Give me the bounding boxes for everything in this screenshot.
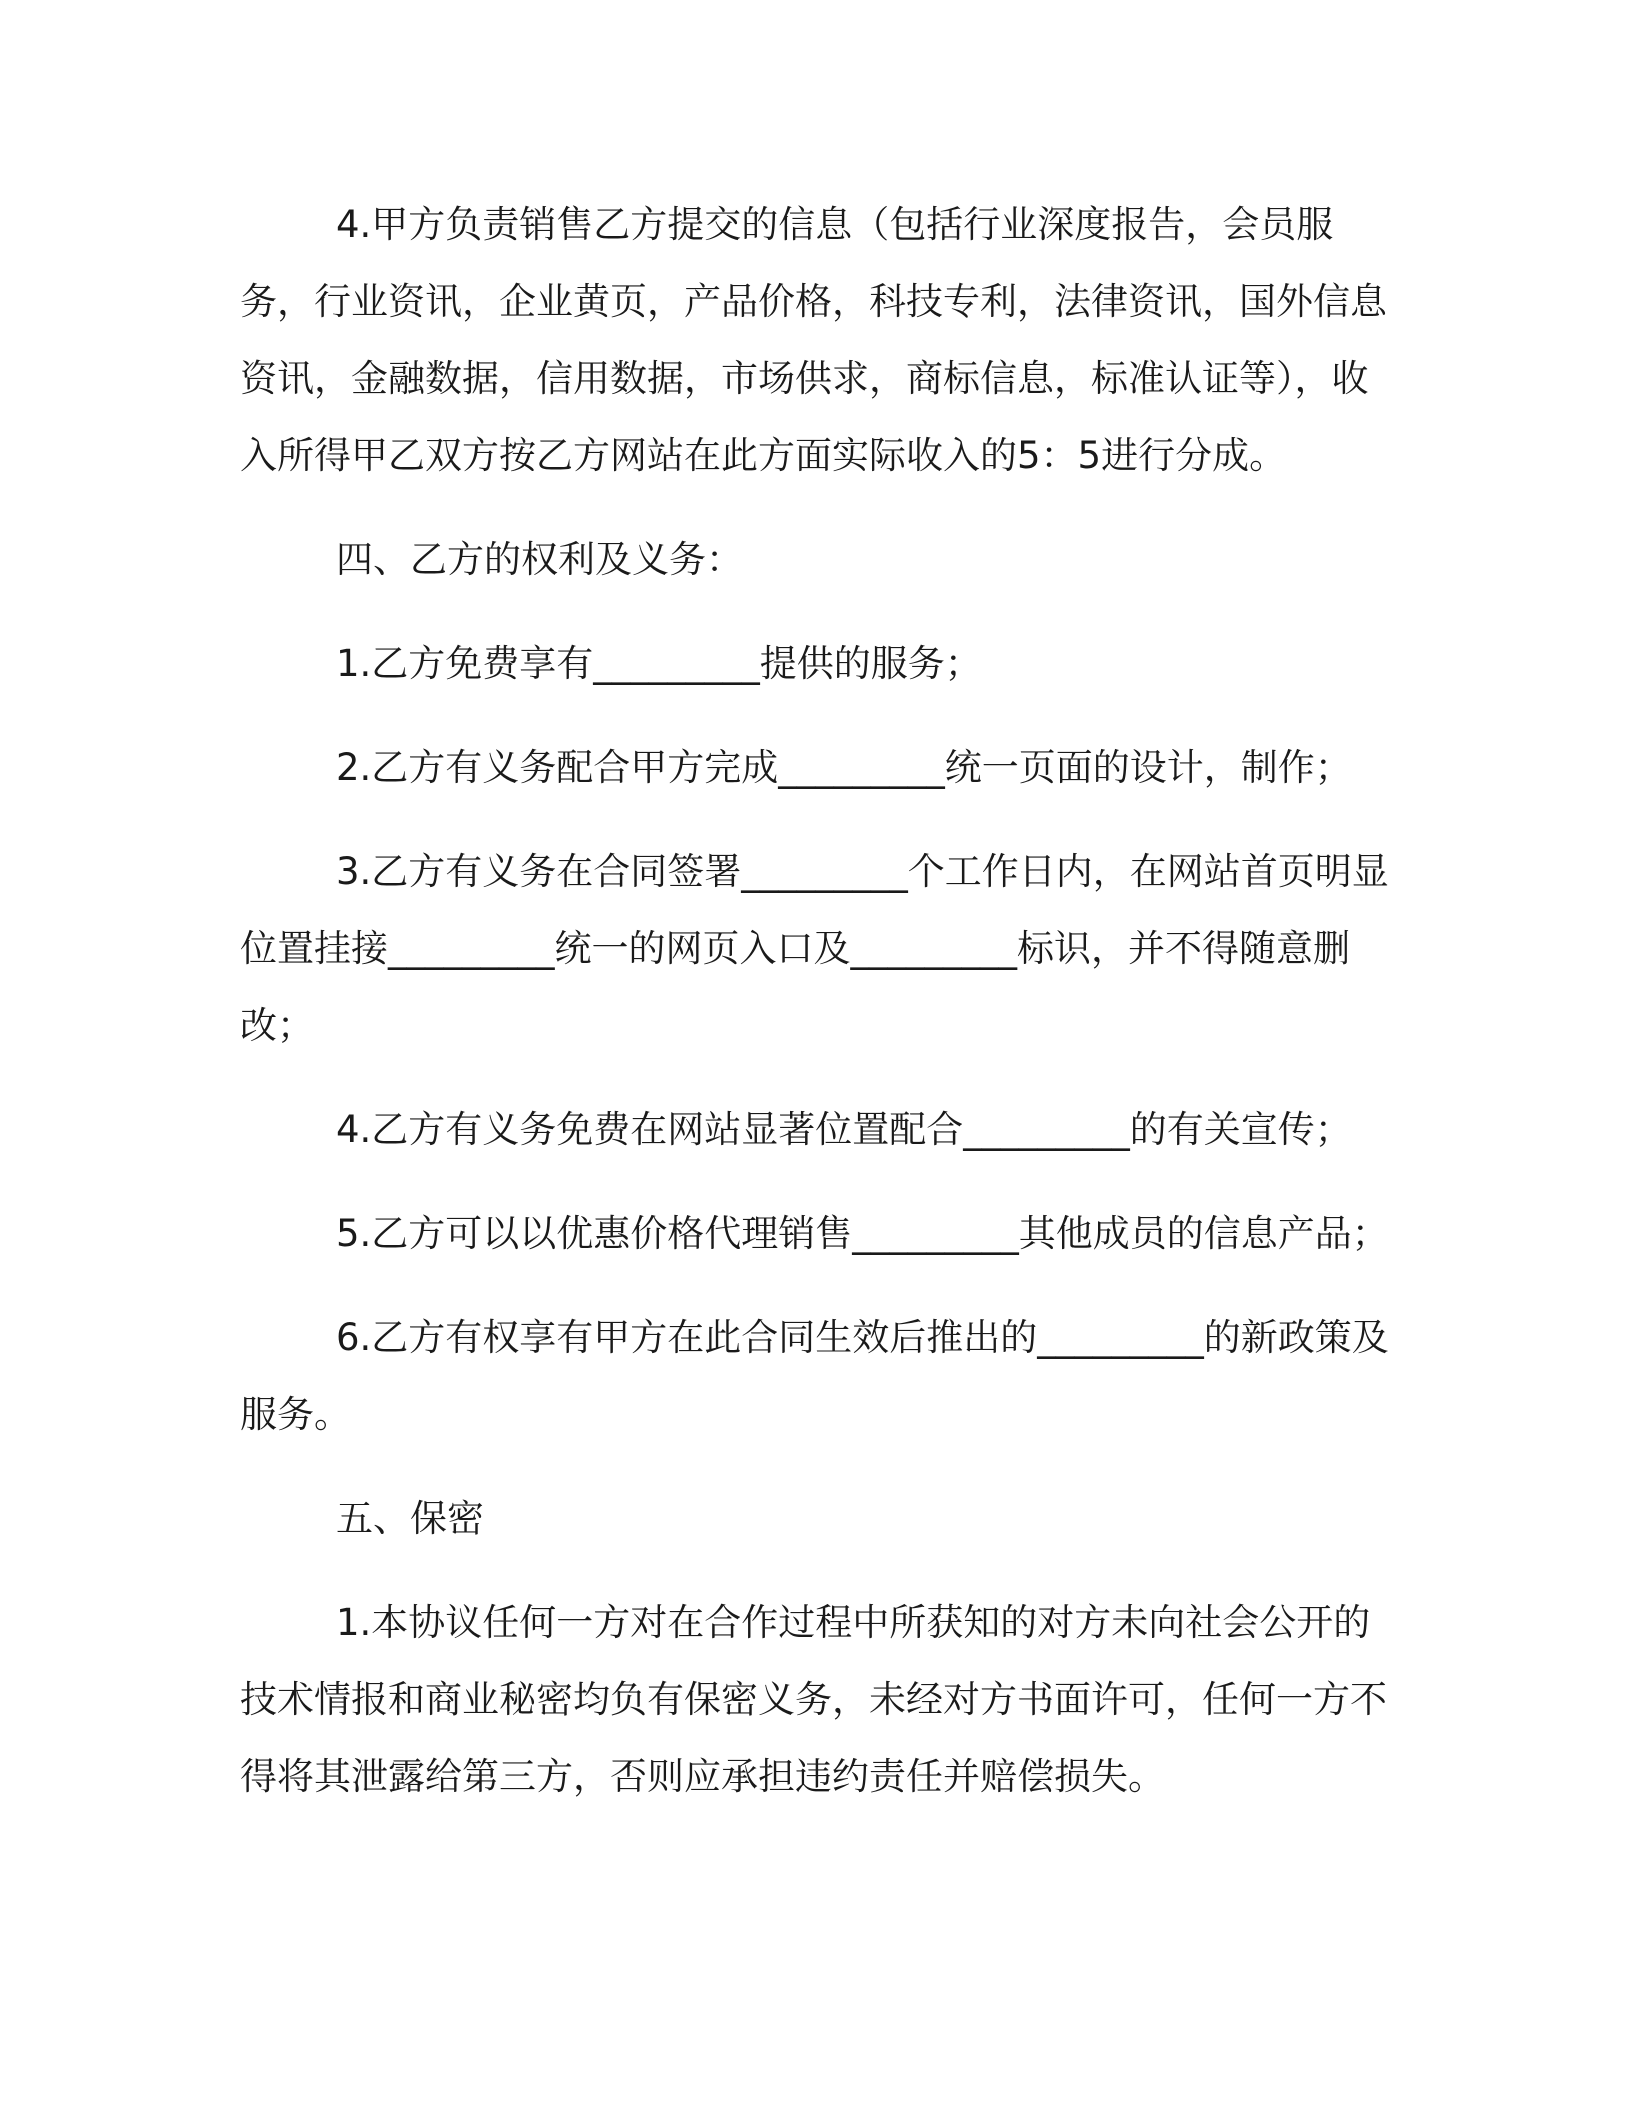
clause-agency-sales: 5.乙方可以以优惠价格代理销售_________其他成员的信息产品； — [336, 1212, 1389, 1255]
paragraph-spacer — [240, 1453, 1400, 1480]
paragraph-spacer — [240, 702, 1400, 729]
paragraph-spacer — [240, 1168, 1400, 1195]
section-heading-confidentiality: 五、保密 — [336, 1497, 484, 1540]
paragraph-spacer — [240, 1272, 1400, 1299]
paragraph-spacer — [240, 494, 1400, 521]
clause-free-services: 1.乙方免费享有_________提供的服务； — [336, 642, 982, 685]
paragraph-revenue-sharing: 4.甲方负责销售乙方提交的信息（包括行业深度报告，会员服务，行业资讯，企业黄页，产品价格，科技专利，法律资讯，国外信息资讯，金融数据，信用数据，市场供求，商标信息，标准认证等），收入所得甲乙双方按乙方网站在此方面实际收入的5：5进行分成。 — [240, 203, 1387, 477]
clause-homepage-link: 3.乙方有义务在合同签署_________个工作日内，在网站首页明显位置挂接_________统一的网页入口及_________标识，并不得随意删改； — [240, 850, 1389, 1047]
paragraph-spacer — [240, 598, 1400, 625]
clause-promotion: 4.乙方有义务免费在网站显著位置配合_________的有关宣传； — [336, 1108, 1352, 1151]
section-heading-party-b-rights: 四、乙方的权利及义务： — [336, 538, 743, 581]
clause-confidentiality: 1.本协议任何一方对在合作过程中所获知的对方未向社会公开的技术情报和商业秘密均负有保密义务，未经对方书面许可，任何一方不得将其泄露给第三方，否则应承担违约责任并赔偿损失。 — [240, 1601, 1387, 1798]
document-body — [240, 186, 1400, 1815]
clause-page-design: 2.乙方有义务配合甲方完成_________统一页面的设计，制作； — [336, 746, 1352, 789]
clause-new-policies: 6.乙方有权享有甲方在此合同生效后推出的_________的新政策及服务。 — [240, 1316, 1389, 1436]
paragraph-spacer — [240, 806, 1400, 833]
paragraph-spacer — [240, 1557, 1400, 1584]
paragraph-spacer — [240, 1064, 1400, 1091]
